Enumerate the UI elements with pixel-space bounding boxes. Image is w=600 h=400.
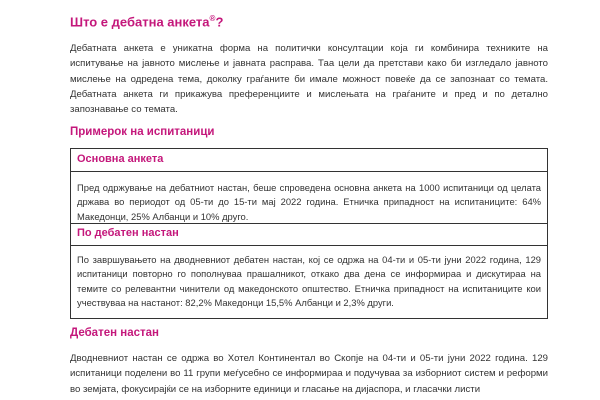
divider bbox=[71, 245, 547, 246]
divider bbox=[71, 171, 547, 172]
post-debate-title: По дебатен настан bbox=[77, 227, 179, 239]
debate-event-paragraph: Дводневниот настан се одржа во Хотел Континентал во Скопје на 04-ти и 05-ти јуни 2022 година. 129 испитаници поделени во 11 групи меѓусебно се информираа и подучуваа за изборниот систем и реформи во земјата, фокусирајќи се на изборните единици и гласање на дијаспора, и гласачки листи bbox=[70, 353, 548, 395]
section-heading-debate-event: Дебатен настан bbox=[70, 327, 159, 339]
section-heading-sample: Примерок на испитаници bbox=[70, 126, 215, 138]
sample-box bbox=[70, 148, 548, 319]
baseline-survey-text: Пред одржување на дебатниот настан, беше спроведена основна анкета на 1000 испитаници од целата држава во периодот од 05-ти до 15-ти мај 2022 година. Етничка припадност на испитаниците: 64% Македонци, 25% Албанци и 10% друго. bbox=[77, 182, 541, 222]
registered-mark: ® bbox=[209, 14, 216, 23]
heading-question-mark: ? bbox=[215, 14, 224, 30]
post-debate-text: По завршувањето на дводневниот дебатен настан, кој се одржа на 04-ти и 05-ти јуни 2022 година, 129 испитаници повторно го пополнуваа прашалникот, откако два дена се информираа и дискутираа на темите со релевантни чинители од македонското општество. Етничка припадност на испитаниците кои учествуваа на настанот: 82,2% Македонци 15,5% Албанци и 2,3% други. bbox=[77, 254, 541, 309]
intro-paragraph: Дебатната анкета е уникатна форма на политички консултации која ги комбинира техниките на испитување на јавното мислење и јавната расправа. Таа цели да претстави како би изгледало јавното мислење на одредена тема, доколку граѓаните би имале можност повеќе да се запознаат со темата. Дебатната анкета ги прикажува преференциите и мислењата на граѓаните и пред и по детално запознавање со темата. bbox=[70, 43, 548, 116]
heading-text: Што е дебатна анкета bbox=[70, 14, 210, 30]
divider bbox=[71, 223, 547, 224]
baseline-survey-title: Основна анкета bbox=[77, 153, 164, 165]
section-heading-what-is-debate-poll bbox=[70, 14, 223, 29]
